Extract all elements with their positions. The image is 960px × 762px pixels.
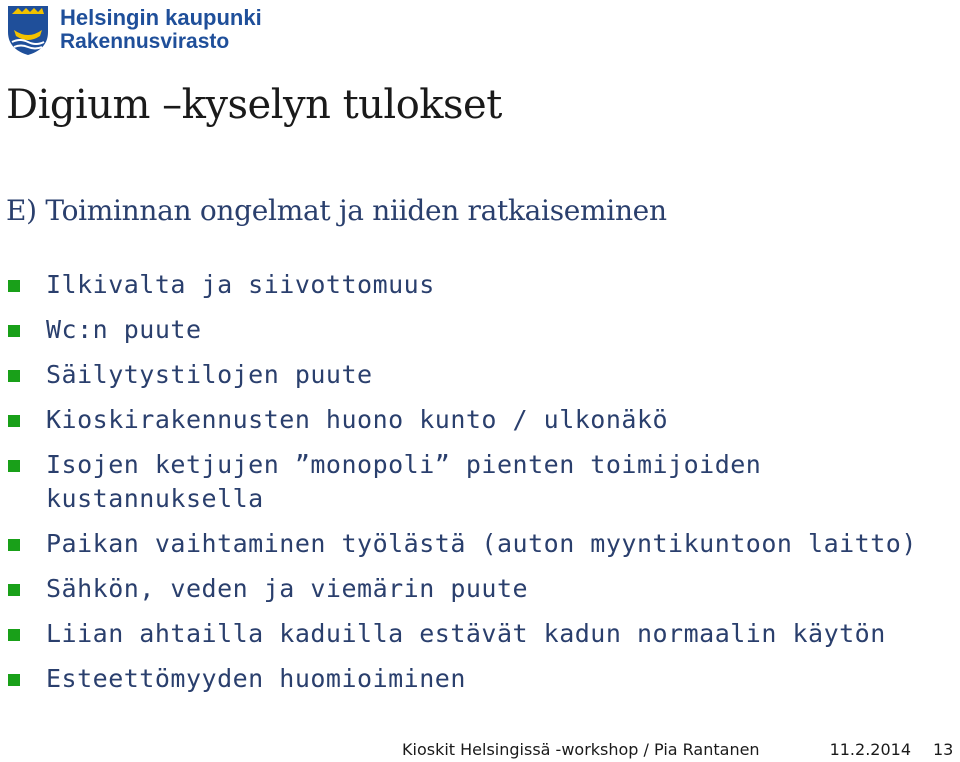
bullet-list — [8, 268, 948, 707]
page-number: 13 — [933, 740, 954, 759]
list-item-text: Liian ahtailla kaduilla estävät kadun normaalin käytön — [46, 619, 886, 648]
square-bullet-icon — [8, 460, 20, 472]
square-bullet-icon — [8, 539, 20, 551]
list-item-text: Kioskirakennusten huono kunto / ulkonäkö — [46, 405, 669, 434]
list-item-text: Sähkön, veden ja viemärin puute — [46, 574, 529, 603]
org-line-2: Rakennusvirasto — [60, 30, 230, 53]
list-item-text: Paikan vaihtaminen työlästä (auton myyntikuntoon laitto) — [46, 529, 917, 558]
square-bullet-icon — [8, 280, 20, 292]
square-bullet-icon — [8, 674, 20, 686]
org-logo — [4, 4, 262, 56]
slide-subtitle: E) Toiminnan ongelmat ja niiden ratkaiseminen — [6, 194, 667, 227]
list-item — [8, 662, 948, 696]
square-bullet-icon — [8, 629, 20, 641]
list-item — [8, 403, 948, 437]
list-item-text: Ilkivalta ja siivottomuus — [46, 270, 435, 299]
list-item-text: Säilytystilojen puute — [46, 360, 373, 389]
list-item — [8, 617, 948, 651]
list-item — [8, 448, 948, 516]
list-item — [8, 358, 948, 392]
square-bullet-icon — [8, 584, 20, 596]
list-item-text: Isojen ketjujen ”monopoli” pienten toimijoiden kustannuksella — [46, 450, 762, 513]
list-item-text: Wc:n puute — [46, 315, 202, 344]
slide-footer — [402, 740, 953, 759]
square-bullet-icon — [8, 415, 20, 427]
list-item — [8, 572, 948, 606]
footer-date: 11.2.2014 — [829, 740, 911, 759]
list-item-text: Esteettömyyden huomioiminen — [46, 664, 466, 693]
list-item — [8, 527, 948, 561]
org-line-1: Helsingin kaupunki — [60, 5, 262, 30]
list-item — [8, 313, 948, 347]
footer-presentation: Kioskit Helsingissä -workshop / Pia Rantanen — [402, 740, 760, 759]
org-name — [60, 6, 262, 54]
square-bullet-icon — [8, 370, 20, 382]
square-bullet-icon — [8, 325, 20, 337]
list-item — [8, 268, 948, 302]
slide-title: Digium –kyselyn tulokset — [6, 82, 502, 128]
helsinki-crest-icon — [4, 4, 52, 56]
